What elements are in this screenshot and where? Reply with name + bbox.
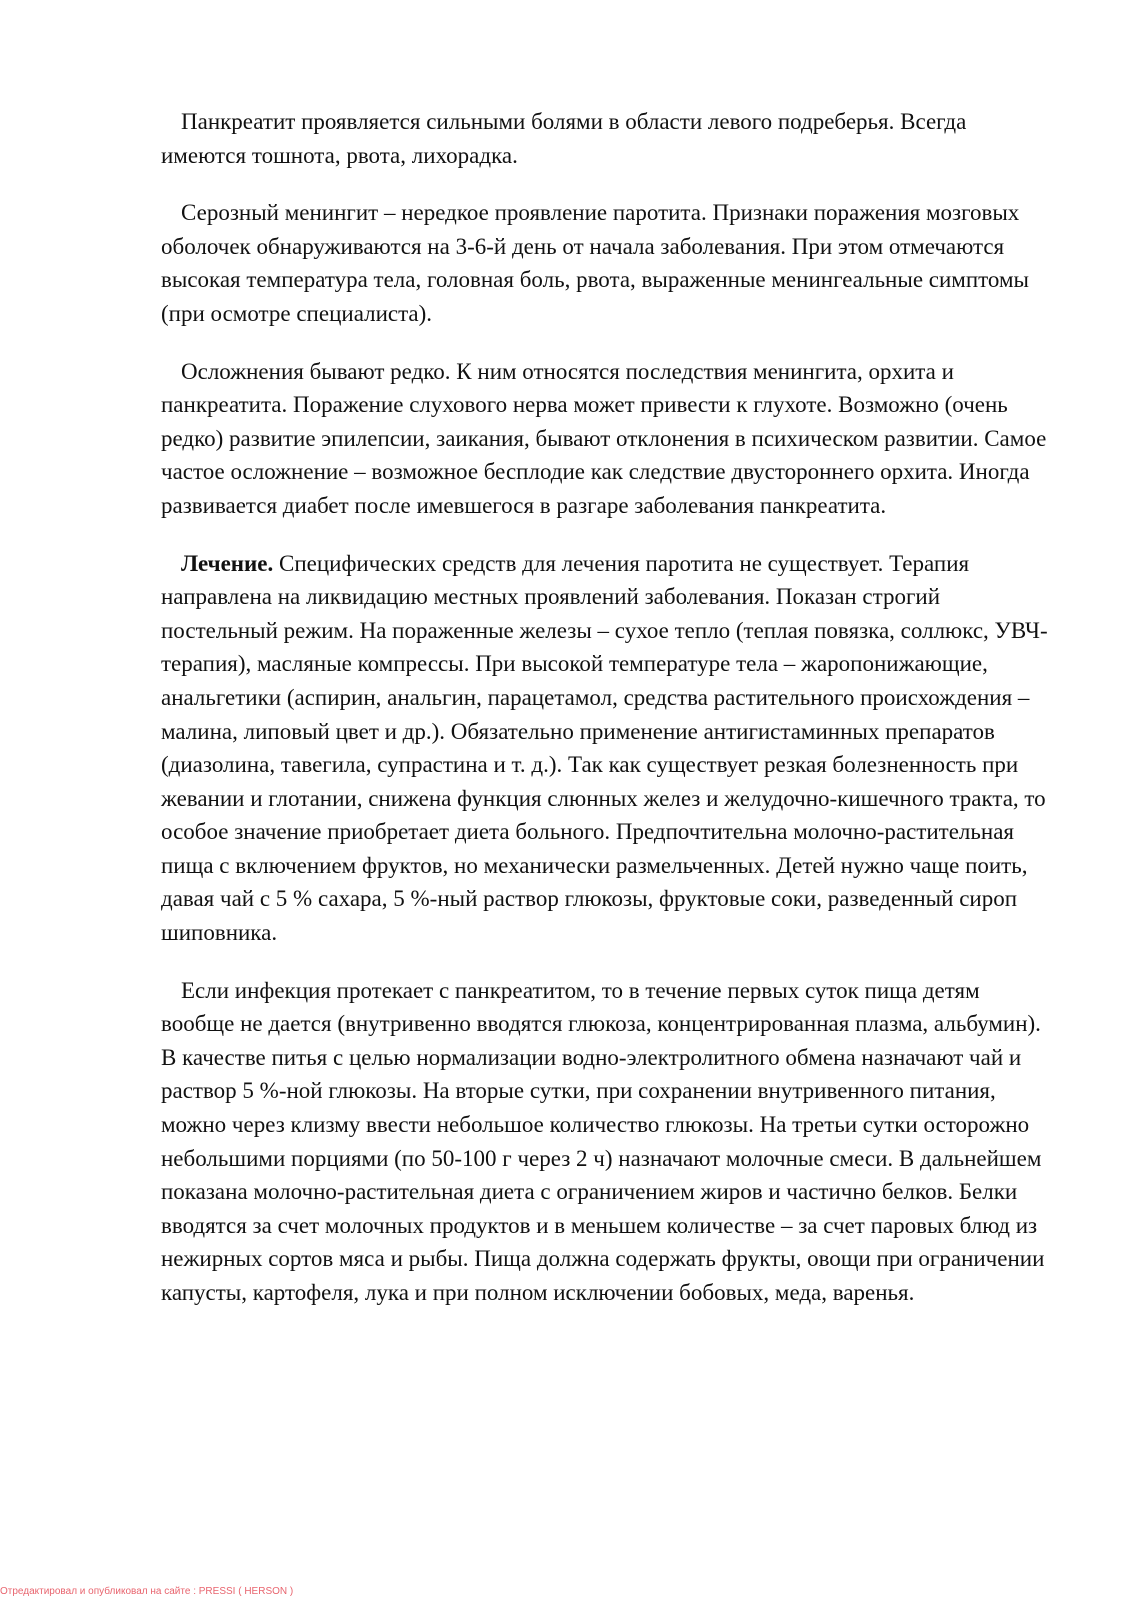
publisher-credit: Отредактировал и опубликовал на сайте : PRESSI ( HERSON ) — [0, 1586, 294, 1597]
paragraph-text: Панкреатит проявляется сильными болями в области левого подреберья. Всегда имеются тошнота, рвота, лихорадка. — [161, 109, 967, 168]
paragraph-text: Специфических средств для лечения паротита не существует. Терапия направлена на ликвидацию местных проявлений заболевания. Показан строгий постельный режим. На пораженные железы – сухое тепло (теплая повязка, соллюкс, УВЧ-терапия), масляные компрессы. При высокой температуре тела – жаропонижающие, анальгетики (аспирин, анальгин, парацетамол, средства растительного происхождения – малина, липовый цвет и др.). Обязательно применение антигистаминных препаратов (диазолина, тавегила, супрастина и т. д.). Так как существует резкая болезненность при жевании и глотании, снижена функция слюнных желез и желудочно-кишечного тракта, то особое значение приобретает диета больного. Предпочтительна молочно-растительная пища с включением фруктов, но механически размельченных. Детей нужно чаще поить, давая чай с 5 % сахара, 5 %-ный раствор глюкозы, фруктовые соки, разведенный сироп шиповника. — [161, 550, 1048, 946]
paragraph-pancreatitis — [161, 105, 1051, 172]
treatment-heading: Лечение. — [181, 550, 274, 576]
paragraph-diet — [161, 974, 1051, 1310]
paragraph-meningitis — [161, 196, 1051, 330]
paragraph-complications — [161, 355, 1051, 523]
paragraph-text: Серозный менингит – нередкое проявление паротита. Признаки поражения мозговых оболочек обнаруживаются на 3-6-й день от начала заболевания. При этом отмечаются высокая температура тела, головная боль, рвота, выраженные менингеальные симптомы (при осмотре специалиста). — [161, 200, 1029, 326]
paragraph-text: Если инфекция протекает с панкреатитом, то в течение первых суток пища детям вообще не дается (внутривенно вводятся глюкоза, концентрированная плазма, альбумин). В качестве питья с целью нормализации водно-электролитного обмена назначают чай и раствор 5 %-ной глюкозы. На вторые сутки, при сохранении внутривенного питания, можно через клизму ввести небольшое количество глюкозы. На третьи сутки осторожно небольшими порциями (по 50-100 г через 2 ч) назначают молочные смеси. В дальнейшем показана молочно-растительная диета с ограничением жиров и частично белков. Белки вводятся за счет молочных продуктов и в меньшем количестве – за счет паровых блюд из нежирных сортов мяса и рыбы. Пища должна содержать фрукты, овощи при ограничении капусты, картофеля, лука и при полном исключении бобовых, меда, варенья. — [161, 977, 1045, 1305]
document-body — [161, 105, 1051, 1334]
paragraph-treatment — [161, 547, 1051, 950]
paragraph-text: Осложнения бывают редко. К ним относятся последствия менингита, орхита и панкреатита. Поражение слухового нерва может привести к глухоте. Возможно (очень редко) развитие эпилепсии, заикания, бывают отклонения в психическом развитии. Самое частое осложнение – возможное бесплодие как следствие двустороннего орхита. Иногда развивается диабет после имевшегося в разгаре заболевания панкреатита. — [161, 358, 1047, 518]
